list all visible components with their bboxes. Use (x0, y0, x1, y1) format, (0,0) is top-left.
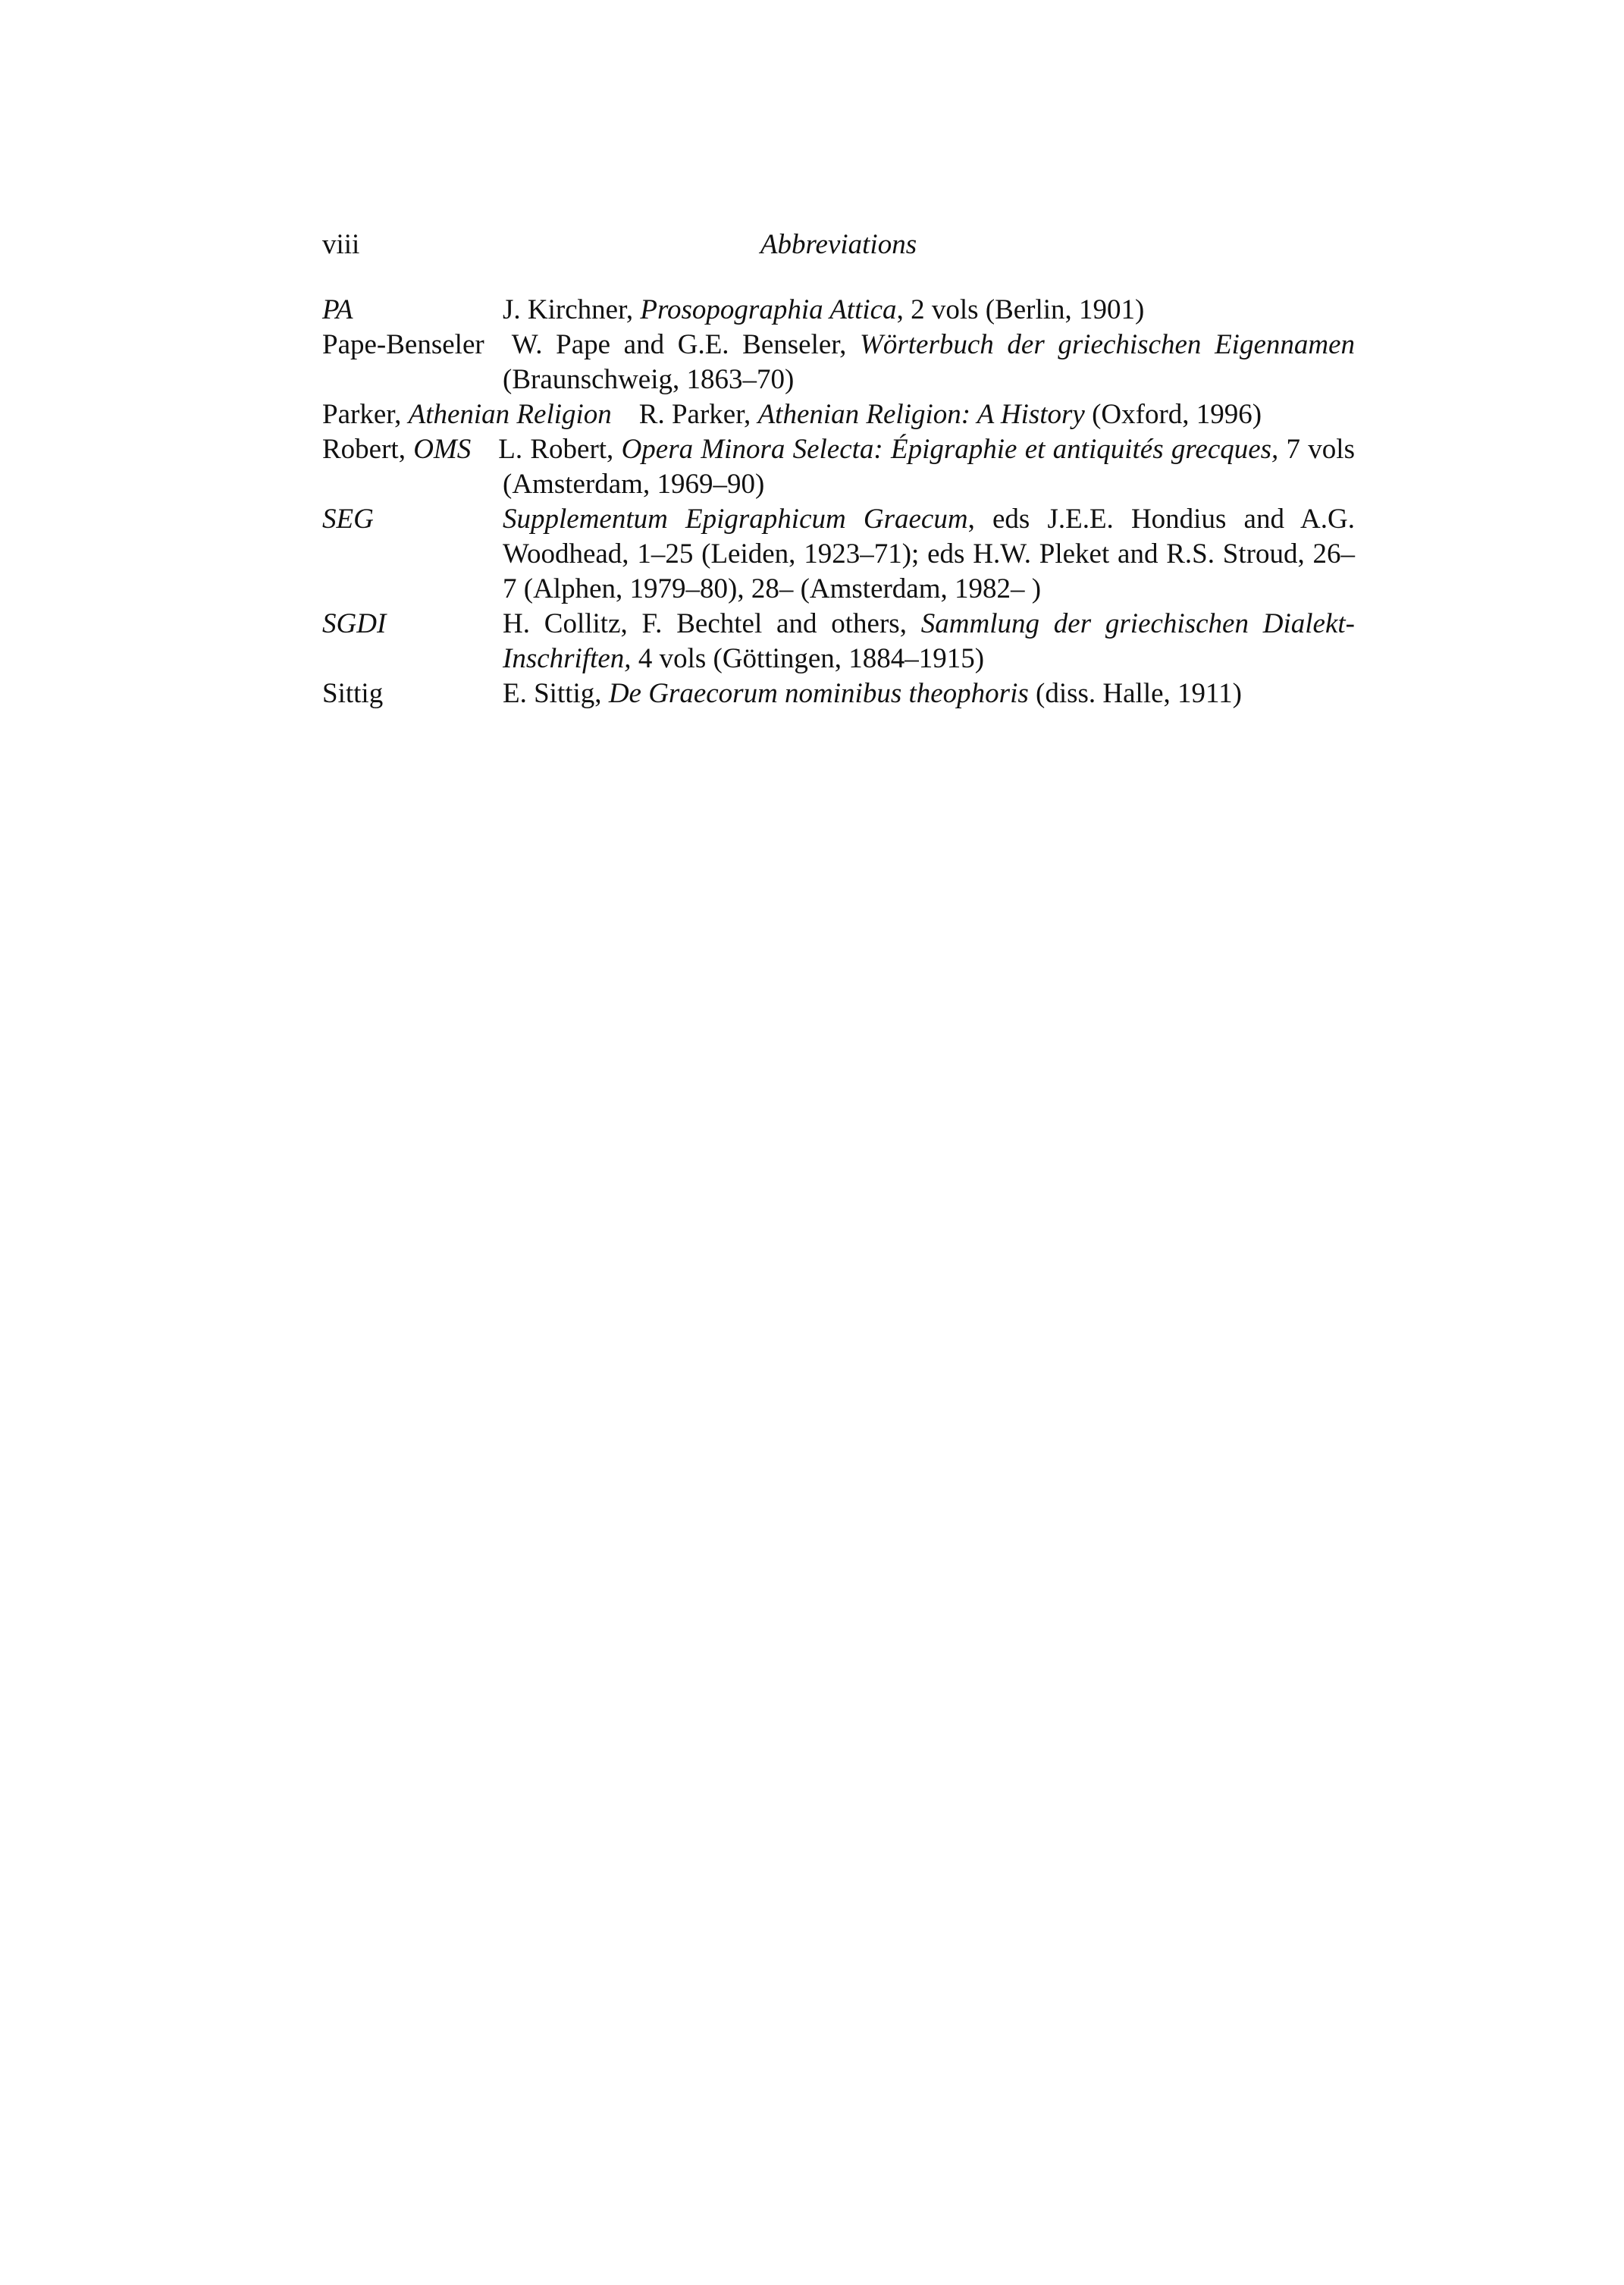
abbreviation-entry (322, 607, 1355, 676)
abbreviation-entry (322, 328, 1355, 397)
abbreviation-term: PA (322, 294, 353, 325)
abbreviations-list (322, 293, 1355, 711)
entry-title: Opera Minora Selecta: Épigraphie et antiquités grecques, (621, 434, 1279, 465)
abbreviation-entry (322, 676, 1355, 711)
abbreviation-term: Pape-Benseler (322, 329, 484, 360)
abbreviation-entry (322, 432, 1355, 502)
term-text: Robert, (322, 434, 414, 465)
term-text: Parker, (322, 399, 409, 430)
page-number: viii (322, 229, 360, 260)
entry-text: E. Sittig, (503, 678, 609, 709)
abbreviation-entry (322, 293, 1355, 328)
abbreviation-entry (322, 397, 1355, 432)
entry-text: (Braunschweig, 1863–70) (503, 364, 795, 395)
abbreviation-term: Sittig (322, 678, 384, 709)
entry-text: L. Robert, (498, 434, 622, 465)
entry-title: Sammlung der griechischen Dialekt-Inschriften, (503, 608, 1355, 674)
term-title: OMS (413, 434, 472, 465)
term-title: Athenian Religion (408, 399, 612, 430)
entry-text: 4 vols (Göttingen, 1884–1915) (631, 643, 985, 674)
entry-text: , eds J.E.E. Hondius and A.G. Woodhead, 1–25 (Leiden, 1923–71); eds H.W. Pleket and R.S. Stroud, 26–7 (Alphen, 1979–80), 28– (Amsterdam, 1982– ) (503, 504, 1355, 604)
entry-text: R. Parker, (638, 399, 758, 430)
entry-title: Athenian Religion: A History (757, 399, 1085, 430)
abbreviation-term (322, 399, 612, 430)
entry-text: J. Kirchner, (503, 294, 641, 325)
entry-title: Prosopographia Attica (640, 294, 897, 325)
running-head: Abbreviations (760, 229, 917, 260)
entry-text: 7 vols (Amsterdam, 1969–90) (503, 434, 1355, 500)
abbreviation-term (322, 434, 471, 465)
entry-title: Wörterbuch der griechischen Eigennamen (860, 329, 1356, 360)
abbreviation-entry (322, 502, 1355, 607)
entry-text: W. Pape and G.E. Benseler, (511, 329, 861, 360)
entry-title: De Graecorum nominibus theophoris (608, 678, 1029, 709)
entry-text: H. Collitz, F. Bechtel and others, (503, 608, 921, 639)
entry-text: (diss. Halle, 1911) (1028, 678, 1242, 709)
entry-title: Supplementum Epigraphicum Graecum (503, 504, 968, 535)
entry-text: , 2 vols (Berlin, 1901) (896, 294, 1145, 325)
abbreviation-term: SEG (322, 504, 374, 535)
abbreviation-term: SGDI (322, 608, 387, 639)
entry-text: (Oxford, 1996) (1084, 399, 1262, 430)
